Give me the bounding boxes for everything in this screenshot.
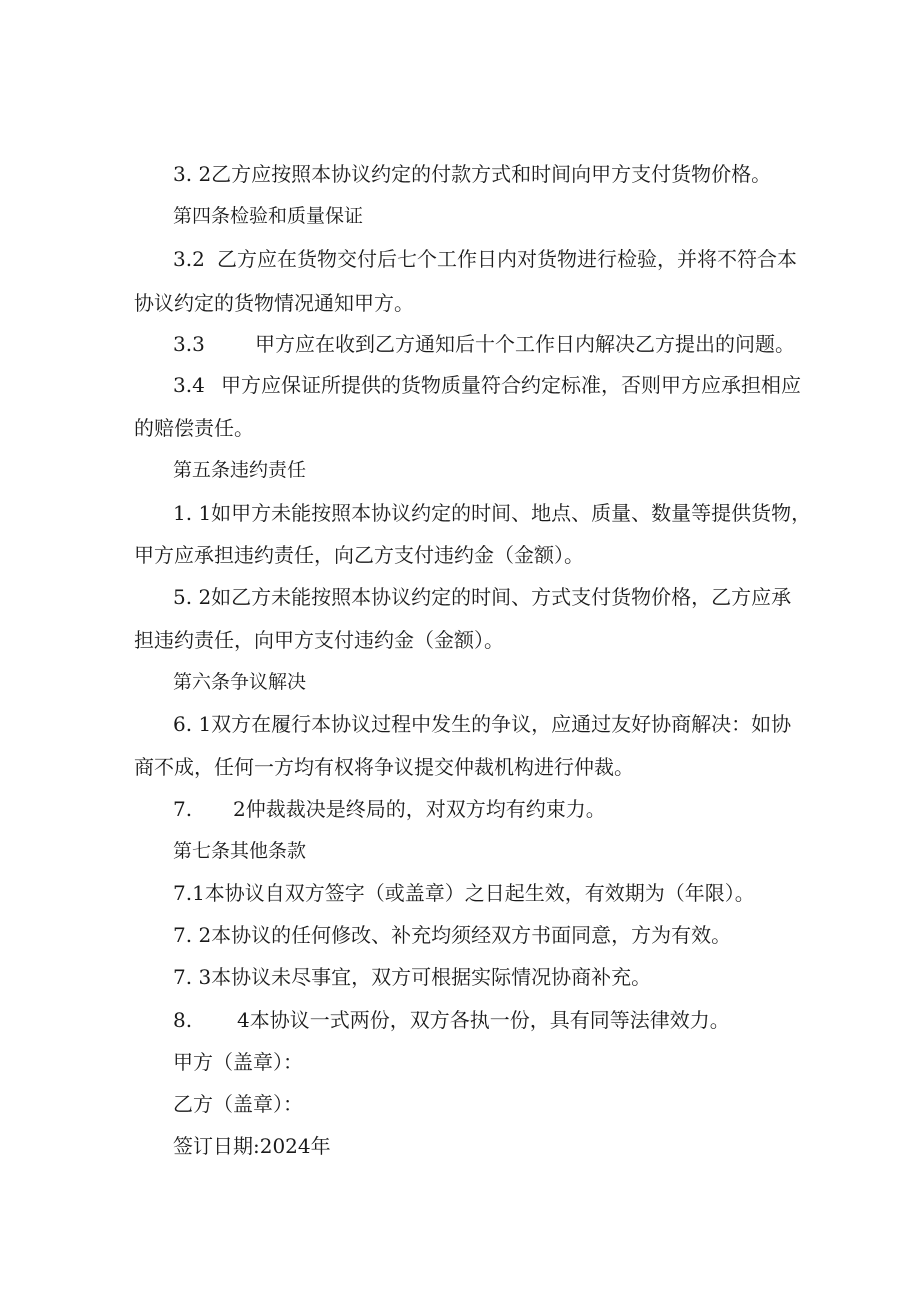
clause-3-2-inspection: 3.2 乙方应在货物交付后七个工作日内对货物进行检验，并将不符合本 <box>173 247 797 271</box>
clause-7-1: 7.1本协议自双方签字（或盖章）之日起生效，有效期为（年限）。 <box>173 881 755 905</box>
clause-number: 8. <box>173 1008 193 1032</box>
clause-6-1: 6. 1双方在履行本协议过程中发生的争议，应通过友好协商解决：如协 <box>173 712 792 736</box>
clause-6-1-continuation: 商不成，任何一方均有权将争议提交仲裁机构进行仲裁。 <box>134 755 634 779</box>
party-b-seal: 乙方（盖章）： <box>173 1092 303 1116</box>
clause-3-4-continuation: 的赔偿责任。 <box>134 416 254 440</box>
heading-article-4: 第四条检验和质量保证 <box>173 205 364 227</box>
clause-number: 7. <box>173 797 193 821</box>
clause-5-2: 5. 2如乙方未能按照本协议约定的时间、方式支付货物价格，乙方应承 <box>173 585 792 609</box>
clause-7-2: 7. 2本协议的任何修改、补充均须经双方书面同意，方为有效。 <box>173 923 732 947</box>
clause-number: 3.2 <box>173 247 205 271</box>
heading-article-6: 第六条争议解决 <box>173 671 307 693</box>
clause-5-1-continuation: 甲方应承担违约责任，向乙方支付违约金（金额）。 <box>134 543 584 567</box>
clause-5-1: 1. 1如甲方未能按照本协议约定的时间、地点、质量、数量等提供货物， <box>173 501 812 525</box>
heading-article-5: 第五条违约责任 <box>173 459 307 481</box>
clause-5-2-continuation: 担违约责任，向甲方支付违约金（金额）。 <box>134 628 504 652</box>
clause-3-4: 3.4 甲方应保证所提供的货物质量符合约定标准，否则甲方应承担相应 <box>173 373 801 397</box>
clause-3-2-continuation: 协议约定的货物情况通知甲方。 <box>134 291 414 315</box>
clause-6-2: 7. 2仲裁裁决是终局的，对双方均有约束力。 <box>173 797 606 821</box>
clause-3-3: 3.3 甲方应在收到乙方通知后十个工作日内解决乙方提出的问题。 <box>173 332 795 356</box>
clause-7-4: 8. 4本协议一式两份，双方各执一份，具有同等法律效力。 <box>173 1008 730 1032</box>
clause-number: 3.3 <box>173 332 205 356</box>
clause-3-2-payment: 3. 2乙方应按照本协议约定的付款方式和时间向甲方支付货物价格。 <box>173 162 772 186</box>
party-a-seal: 甲方（盖章）： <box>173 1050 303 1074</box>
clause-number: 3.4 <box>173 373 205 397</box>
signing-date: 签订日期:2024年 <box>173 1134 331 1158</box>
heading-article-7: 第七条其他条款 <box>173 840 307 862</box>
clause-7-3: 7. 3本协议未尽事宜，双方可根据实际情况协商补充。 <box>173 965 652 989</box>
